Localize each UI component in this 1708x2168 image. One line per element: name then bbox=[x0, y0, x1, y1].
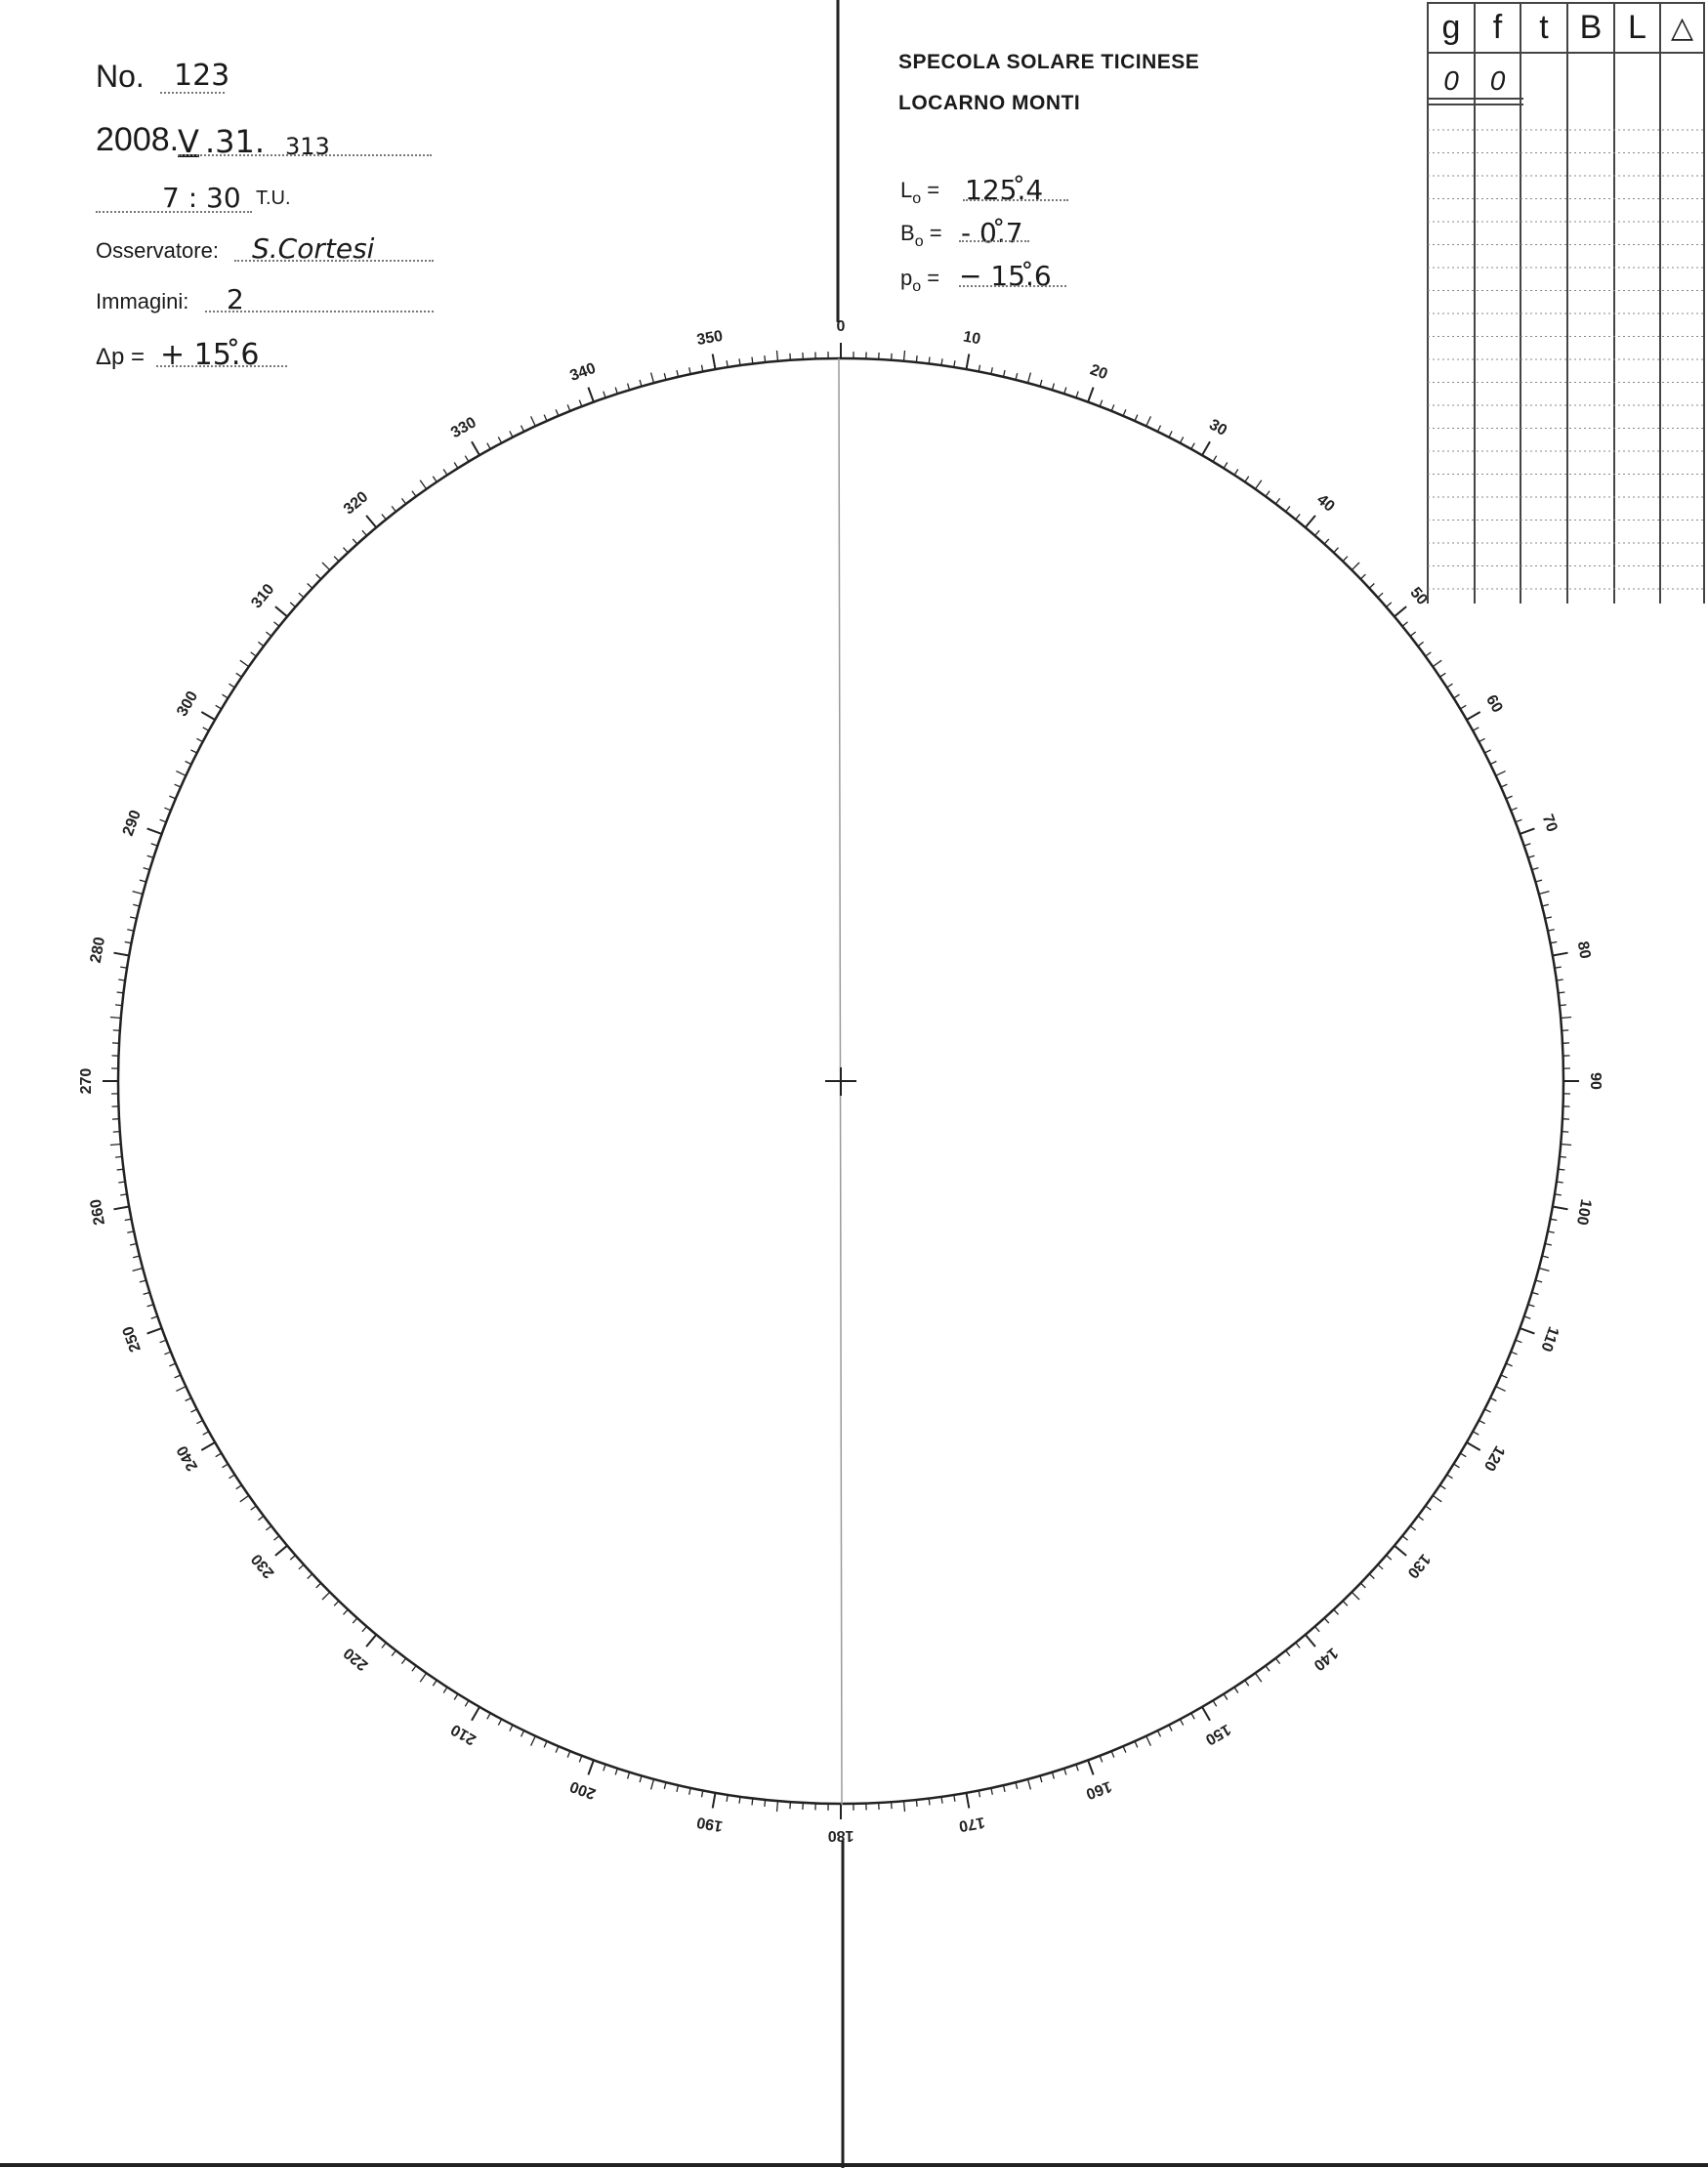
degree-tick bbox=[1433, 1495, 1441, 1501]
degree-tick bbox=[133, 892, 144, 895]
degree-tick bbox=[420, 480, 426, 489]
degree-tick bbox=[114, 1207, 130, 1210]
degree-label: 260 bbox=[87, 1197, 109, 1227]
degree-tick bbox=[366, 516, 376, 527]
degree-tick bbox=[1146, 416, 1151, 426]
degree-tick bbox=[240, 1495, 249, 1501]
degree-tick bbox=[1496, 1387, 1506, 1392]
degree-label: 310 bbox=[248, 580, 278, 612]
degree-label: 270 bbox=[78, 1067, 96, 1095]
degree-tick bbox=[588, 1760, 594, 1774]
degree-tick bbox=[1352, 563, 1359, 570]
degree-label: 230 bbox=[248, 1550, 278, 1582]
degree-tick bbox=[472, 441, 479, 455]
degree-label: 70 bbox=[1538, 812, 1561, 835]
observer-label: Osservatore: bbox=[96, 238, 219, 263]
degree-tick bbox=[1146, 1736, 1151, 1746]
institution-name: SPECOLA SOLARE TICINESE bbox=[898, 51, 1200, 73]
degree-tick bbox=[201, 712, 215, 720]
date-day: .31. bbox=[205, 123, 266, 160]
degree-tick bbox=[1553, 1207, 1568, 1210]
number-value: 123 bbox=[174, 59, 230, 93]
delta-p-value: + 15.̊6 bbox=[160, 338, 260, 372]
degree-tick bbox=[322, 563, 330, 570]
degree-label: 130 bbox=[1403, 1550, 1434, 1582]
l0-equals: = bbox=[927, 178, 940, 202]
date-day-number: 313 bbox=[285, 133, 330, 160]
l0-value: 125.̊4 bbox=[965, 174, 1044, 206]
degree-tick bbox=[1539, 892, 1550, 895]
degree-tick bbox=[588, 388, 594, 402]
table-header-l: L bbox=[1628, 9, 1646, 46]
degree-tick bbox=[713, 354, 716, 370]
degree-tick bbox=[1028, 373, 1031, 384]
degree-tick bbox=[777, 1801, 778, 1812]
p0-subscript: o bbox=[912, 278, 922, 295]
degree-tick bbox=[1088, 1760, 1094, 1774]
images-dotline bbox=[205, 311, 434, 313]
degree-label: 330 bbox=[448, 414, 479, 442]
degree-tick bbox=[147, 828, 162, 834]
degree-label: 350 bbox=[695, 327, 725, 350]
table-row-lines bbox=[1428, 130, 1704, 589]
degree-label: 60 bbox=[1482, 691, 1506, 716]
number-dotline bbox=[160, 92, 225, 94]
delta-p-dotline bbox=[156, 365, 287, 367]
degree-tick bbox=[472, 1707, 479, 1721]
b0-subscript: o bbox=[914, 233, 924, 250]
degree-tick bbox=[904, 1801, 905, 1812]
p0-dotline bbox=[959, 285, 1066, 287]
degree-label: 250 bbox=[119, 1323, 145, 1355]
degree-label: 110 bbox=[1537, 1324, 1562, 1355]
degree-label: 120 bbox=[1479, 1442, 1508, 1474]
table-header-t: t bbox=[1539, 9, 1549, 46]
b0-label bbox=[900, 221, 942, 251]
degree-tick bbox=[1561, 1018, 1571, 1019]
degree-label: 200 bbox=[567, 1777, 599, 1803]
degree-tick bbox=[1467, 1442, 1480, 1450]
degree-tick bbox=[1467, 712, 1480, 720]
degree-label: 280 bbox=[87, 936, 109, 965]
b0-value: - 0.̊7 bbox=[961, 217, 1023, 249]
degree-tick bbox=[904, 351, 905, 361]
degree-label: 20 bbox=[1087, 361, 1110, 384]
degree-tick bbox=[110, 1018, 121, 1019]
degree-tick bbox=[531, 416, 536, 426]
time-value: 7 : 30 bbox=[162, 182, 241, 214]
table-header-f: f bbox=[1492, 9, 1503, 46]
degree-label: 170 bbox=[957, 1813, 986, 1835]
degree-label: 150 bbox=[1202, 1720, 1233, 1748]
images-label: Immagini: bbox=[96, 289, 189, 313]
table-cell-f: 0 bbox=[1489, 65, 1506, 96]
degree-label: 210 bbox=[448, 1720, 479, 1748]
degree-tick bbox=[1561, 1145, 1571, 1146]
images-value: 2 bbox=[227, 283, 244, 315]
degree-tick bbox=[366, 1635, 376, 1647]
l0-subscript: o bbox=[912, 190, 922, 207]
degree-tick bbox=[147, 1328, 162, 1334]
degree-tick bbox=[275, 606, 287, 616]
table-header-b: B bbox=[1579, 9, 1603, 46]
date-year: 2008. bbox=[96, 121, 180, 158]
degree-tick bbox=[1255, 480, 1261, 489]
degree-label: 340 bbox=[567, 359, 599, 385]
degree-tick bbox=[275, 1546, 287, 1556]
degree-tick bbox=[240, 660, 249, 666]
degree-label: 290 bbox=[119, 808, 145, 839]
degree-tick bbox=[967, 354, 970, 370]
degree-tick bbox=[1306, 1635, 1315, 1647]
degree-tick bbox=[114, 953, 130, 956]
p0-label bbox=[900, 266, 939, 296]
time-unit: T.U. bbox=[256, 188, 291, 209]
degree-label: 190 bbox=[695, 1813, 725, 1835]
degree-tick bbox=[1202, 441, 1210, 455]
observer-value: S.Cortesi bbox=[252, 232, 375, 265]
table-header-g: g bbox=[1441, 9, 1461, 46]
degree-tick bbox=[651, 1779, 654, 1790]
degree-tick bbox=[322, 1592, 330, 1600]
degree-label: 300 bbox=[174, 688, 202, 720]
degree-label: 50 bbox=[1406, 584, 1431, 608]
degree-label: 30 bbox=[1206, 416, 1230, 439]
degree-label: 100 bbox=[1572, 1197, 1595, 1227]
degree-tick bbox=[713, 1793, 716, 1809]
l0-symbol: L bbox=[900, 178, 913, 202]
time-dotline bbox=[96, 211, 252, 213]
table-cell-g: 0 bbox=[1443, 65, 1459, 96]
degree-tick bbox=[1539, 1269, 1550, 1272]
degree-tick bbox=[1352, 1592, 1359, 1600]
degree-tick bbox=[1395, 1546, 1406, 1556]
degree-tick bbox=[1496, 771, 1506, 776]
b0-equals: = bbox=[929, 221, 942, 245]
degree-tick bbox=[176, 771, 186, 776]
degree-tick bbox=[133, 1269, 144, 1272]
delta-p-label: Δp = bbox=[96, 344, 146, 370]
l0-label bbox=[900, 178, 939, 208]
degree-tick bbox=[777, 351, 778, 361]
degree-label: 180 bbox=[827, 1826, 854, 1844]
p0-equals: = bbox=[927, 266, 940, 290]
degree-label: 40 bbox=[1313, 491, 1338, 516]
degree-tick bbox=[110, 1145, 121, 1146]
degree-label: 320 bbox=[340, 488, 372, 519]
degree-label: 160 bbox=[1083, 1777, 1114, 1803]
degree-label: 240 bbox=[174, 1442, 202, 1474]
table-header-delta: △ bbox=[1670, 12, 1694, 44]
degree-label: 0 bbox=[836, 318, 846, 336]
degree-tick bbox=[1306, 516, 1315, 527]
degree-tick bbox=[651, 373, 654, 384]
degree-tick bbox=[1255, 1673, 1261, 1682]
degree-tick bbox=[1553, 953, 1568, 956]
degree-tick bbox=[1520, 828, 1534, 834]
degree-tick bbox=[1433, 660, 1441, 666]
degree-tick bbox=[1028, 1779, 1031, 1790]
degree-tick bbox=[1520, 1328, 1534, 1334]
number-label: No. bbox=[96, 59, 145, 94]
degree-tick bbox=[420, 1673, 426, 1682]
degree-tick bbox=[176, 1387, 186, 1392]
degree-label: 140 bbox=[1310, 1644, 1342, 1674]
p0-symbol: p bbox=[900, 266, 913, 290]
degree-tick bbox=[201, 1442, 215, 1450]
l0-dotline bbox=[963, 199, 1068, 201]
degree-tick bbox=[967, 1793, 970, 1809]
degree-tick bbox=[1202, 1707, 1210, 1721]
b0-symbol: B bbox=[900, 221, 915, 245]
degree-tick bbox=[531, 1736, 536, 1746]
degree-label: 10 bbox=[961, 328, 982, 349]
institution-location: LOCARNO MONTI bbox=[898, 92, 1081, 114]
p0-value: − 15.̊6 bbox=[959, 260, 1052, 292]
degree-label: 220 bbox=[340, 1644, 372, 1674]
date-dotline bbox=[178, 154, 432, 156]
degree-tick bbox=[1395, 606, 1406, 616]
observer-dotline bbox=[234, 260, 434, 262]
date-month: V bbox=[178, 123, 199, 160]
b0-dotline bbox=[959, 240, 1029, 242]
degree-label: 90 bbox=[1586, 1072, 1604, 1090]
degree-label: 80 bbox=[1573, 939, 1594, 961]
degree-tick bbox=[1088, 388, 1094, 402]
